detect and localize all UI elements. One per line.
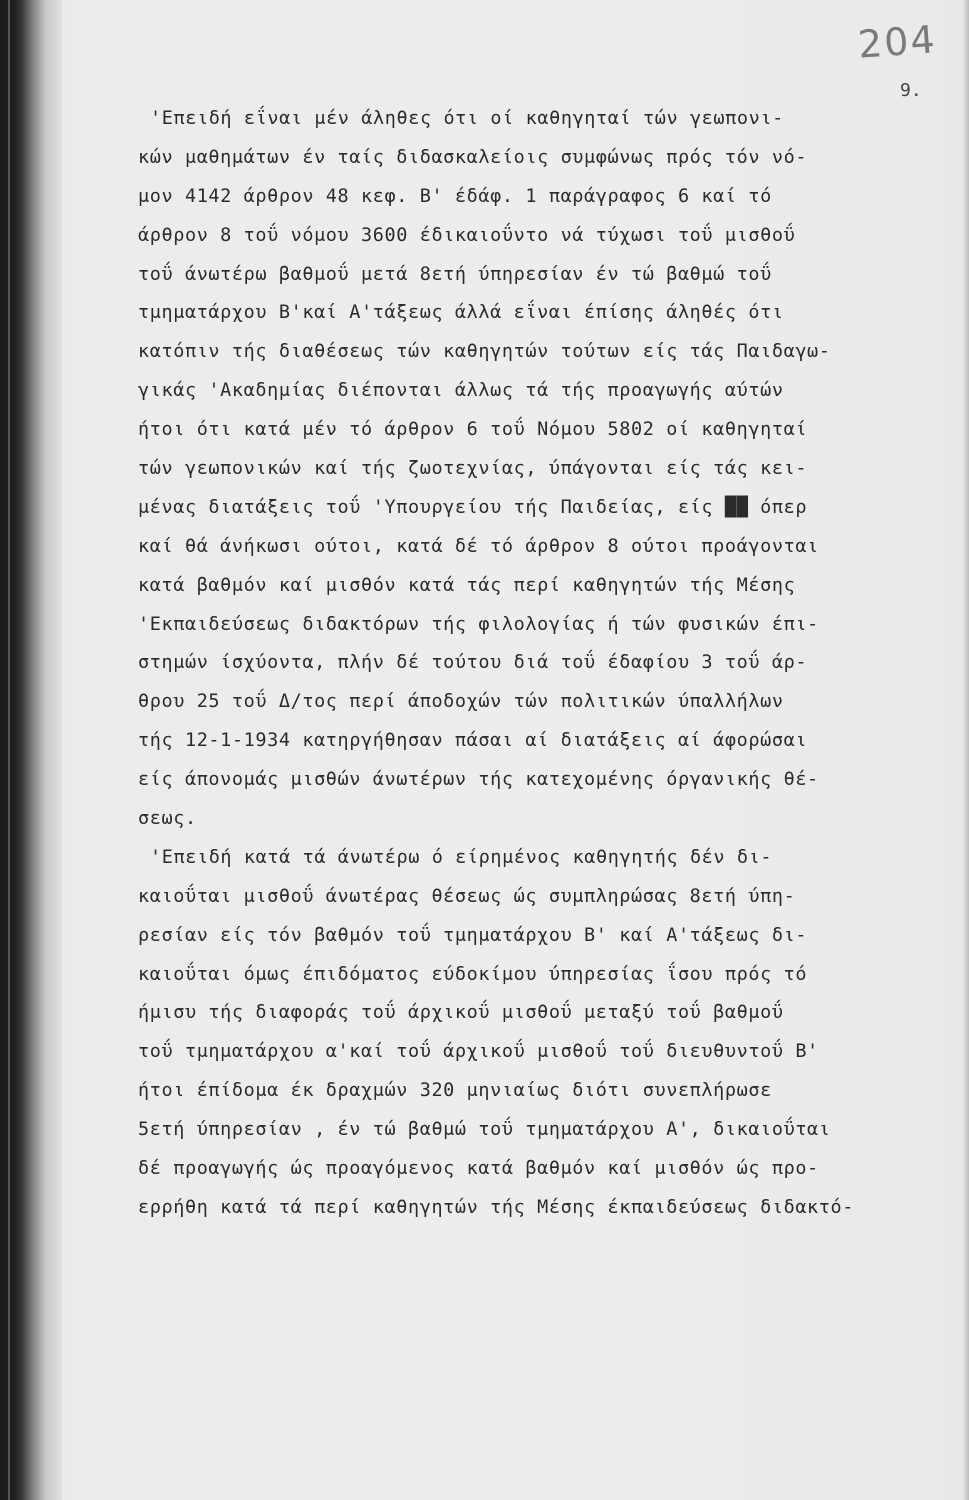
text-line: καί θά άνήκωσι ούτοι, κατά δέ τό άρθρον 8 ούτοι προάγονται bbox=[138, 535, 819, 557]
text-line: κατόπιν τής διαθέσεως τών καθηγητών τούτων είς τάς Παιδαγω- bbox=[138, 341, 831, 363]
text-line: καιοΰται μισθοΰ άνωτέρας θέσεως ώς συμπληρώσας 8ετή ύπη- bbox=[138, 885, 796, 907]
typed-page-number: 9. bbox=[900, 80, 922, 101]
text-line: 'Εκπαιδεύσεως διδακτόρων τής φιλολογίας ή τών φυσικών έπι- bbox=[138, 613, 819, 635]
text-line: τοΰ τμηματάρχου α'καί τοΰ άρχικοΰ μισθοΰ τοΰ διευθυντοΰ Β' bbox=[138, 1041, 819, 1063]
text-line: κών μαθημάτων έν ταίς διδασκαλείοις συμφώνως πρός τόν νό- bbox=[138, 146, 808, 168]
text-line: 'Επειδή εΐναι μέν άληθες ότι οί καθηγηταί τών γεωπονι- bbox=[150, 108, 784, 129]
text-line: στημών ίσχύοντα, πλήν δέ τούτου διά τοΰ έδαφίου 3 τοΰ άρ- bbox=[138, 652, 808, 674]
text-line: άρθρον 8 τοΰ νόμου 3600 έδικαιοΰντο νά τύχωσι τοΰ μισθοΰ bbox=[138, 224, 796, 246]
text-line: ήτοι ότι κατά μέν τό άρθρον 6 τοΰ Νόμου 5802 οί καθηγηταί bbox=[138, 419, 808, 441]
text-line: τής 12-1-1934 κατηργήθησαν πάσαι αί διατάξεις αί άφορώσαι bbox=[138, 730, 808, 752]
text-line: σεως. bbox=[138, 808, 197, 830]
text-line: μένας διατάξεις τοΰ 'Υπουργείου τής Παιδείας, είς ██ όπερ bbox=[138, 496, 808, 518]
text-line: τμηματάρχου Β'καί Α'τάξεως άλλά εΐναι έπίσης άληθές ότι bbox=[138, 302, 784, 324]
text-line: ρεσίαν είς τόν βαθμόν τοΰ τμηματάρχου Β' καί Α'τάξεως δι- bbox=[138, 924, 808, 946]
binding-edge bbox=[8, 0, 10, 1500]
text-line: κατά βαθμόν καί μισθόν κατά τάς περί καθηγητών τής Μέσης bbox=[138, 574, 796, 596]
text-line: θρου 25 τοΰ Δ/τος περί άποδοχών τών πολιτικών ύπαλλήλων bbox=[138, 691, 784, 713]
text-line: είς άπονομάς μισθών άνωτέρων τής κατεχομένης όργανικής θέ- bbox=[138, 769, 819, 791]
handwritten-page-number: 204 bbox=[856, 17, 938, 67]
text-line: 5ετή ύπηρεσίαν , έν τώ βαθμώ τοΰ τμηματάρχου Α', δικαιοΰται bbox=[138, 1119, 831, 1141]
text-line: τοΰ άνωτέρω βαθμοΰ μετά 8ετή ύπηρεσίαν έν τώ βαθμώ τοΰ bbox=[138, 263, 772, 285]
text-line: 'Επειδή κατά τά άνωτέρω ό είρημένος καθηγητής δέν δι- bbox=[150, 846, 773, 868]
text-line: μον 4142 άρθρον 48 κεφ. Β' έδάφ. 1 παράγραφος 6 καί τό bbox=[138, 185, 772, 207]
page-edge bbox=[963, 0, 969, 1500]
text-line: γικάς 'Ακαδημίας διέπονται άλλως τά τής προαγωγής αύτών bbox=[138, 380, 784, 402]
typed-text-body bbox=[138, 100, 946, 1228]
text-line: καιοΰται όμως έπιδόματος εύδοκίμου ύπηρεσίας ΐσου πρός τό bbox=[138, 963, 808, 985]
text-line: ήμισυ τής διαφοράς τοΰ άρχικοΰ μισθοΰ μεταξύ τοΰ βαθμοΰ bbox=[138, 1002, 784, 1024]
text-line: τών γεωπονικών καί τής ζωοτεχνίας, ύπάγονται είς τάς κει- bbox=[138, 458, 808, 480]
text-line: δέ προαγωγής ώς προαγόμενος κατά βαθμόν καί μισθόν ώς προ- bbox=[138, 1158, 819, 1180]
text-line: ήτοι έπίδομα έκ δραχμών 320 μηνιαίως διότι συνεπλήρωσε bbox=[138, 1080, 772, 1102]
text-line: ερρήθη κατά τά περί καθηγητών τής Μέσης έκπαιδεύσεως διδακτό- bbox=[138, 1196, 855, 1218]
